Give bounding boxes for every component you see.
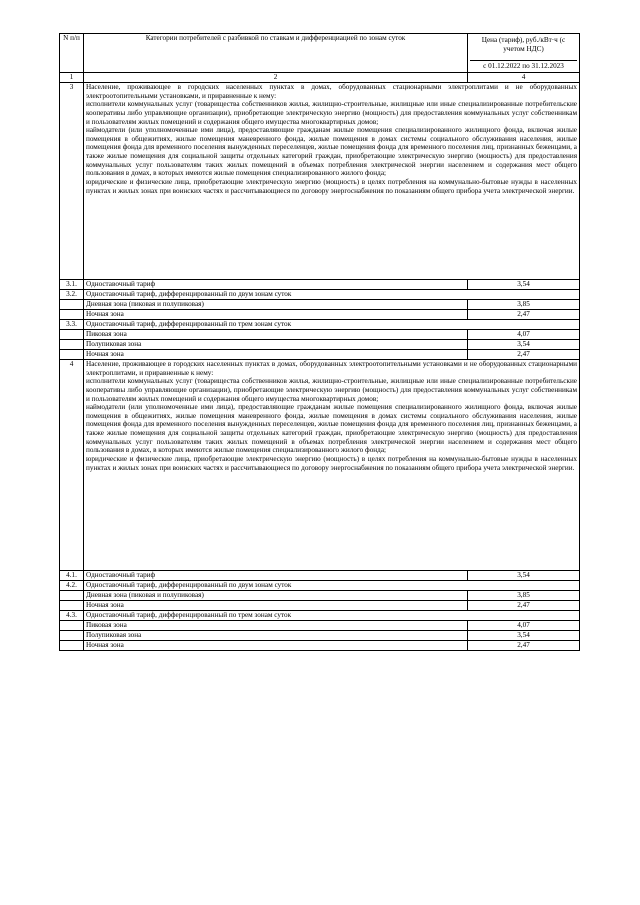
- row-value: 4,07: [468, 330, 580, 340]
- row-label: Одноставочный тариф, дифференцированный по трем зонам суток: [84, 611, 580, 621]
- description-paragraph: исполнители коммунальных услуг (товарищества собственников жилья, жилищно-строительные, жилищные или иные специализированные потребительские кооперативы либо управляющие организации), приобретающие электрическую энергию (мощность) для предоставления коммунальных услуг собственникам и пользователям жилых помещений и содержания общего имущества многоквартирных домов;: [86, 377, 577, 403]
- column-index-2: 2: [84, 73, 468, 83]
- row-label: Одноставочный тариф, дифференцированный по трем зонам суток: [84, 320, 580, 330]
- row-number: [60, 350, 84, 360]
- table-row: [60, 631, 580, 641]
- row-label: Ночная зона: [84, 310, 468, 320]
- description-paragraph: юридические и физические лица, приобретающие электрическую энергию (мощность) в целях потребления на коммунально-бытовые нужды в населенных пунктах и жилых зонах при воинских частях и рассчитывающиеся по договору энергоснабжения по показаниям общего прибора учета электрической энергии.: [86, 455, 577, 472]
- row-number: 3.2.: [60, 290, 84, 300]
- row-label: Пиковая зона: [84, 621, 468, 631]
- row-value: 3,54: [468, 631, 580, 641]
- row-number: [60, 310, 84, 320]
- row-label: Дневная зона (пиковая и полупиковая): [84, 591, 468, 601]
- row-number: 3.1.: [60, 280, 84, 290]
- row-value: 2,47: [468, 601, 580, 611]
- row-label: Полупиковая зона: [84, 631, 468, 641]
- section-number: 4: [60, 360, 84, 571]
- row-number: [60, 591, 84, 601]
- section-description: [84, 360, 580, 571]
- row-label: Полупиковая зона: [84, 340, 468, 350]
- price-header-period: с 01.12.2022 по 31.12.2023: [483, 62, 564, 70]
- column-index-row: [60, 73, 580, 83]
- price-header-title: Цена (тариф), руб./кВт·ч (с учетом НДС): [470, 34, 577, 61]
- table-row: [60, 320, 580, 330]
- row-label: Одноставочный тариф: [84, 571, 468, 581]
- description-paragraph: исполнители коммунальных услуг (товарищества собственников жилья, жилищно-строительные, жилищные или иные специализированные потребительские кооперативы либо управляющие организации), приобретающие электрическую энергию (мощность) для предоставления коммунальных услуг собственникам и пользователям жилых помещений и содержания общего имущества многоквартирных домов;: [86, 100, 577, 126]
- row-number: [60, 631, 84, 641]
- table-row: [60, 280, 580, 290]
- row-number: 3.3.: [60, 320, 84, 330]
- row-number: [60, 621, 84, 631]
- table-row: [60, 310, 580, 320]
- description-paragraph: юридические и физические лица, приобретающие электрическую энергию (мощность) в целях потребления на коммунально-бытовые нужды в населенных пунктах и жилых зонах при воинских частях и рассчитывающиеся по договору энергоснабжения по показаниям общего прибора учета электрической энергии.: [86, 178, 577, 195]
- table-row: [60, 611, 580, 621]
- section-number: 3: [60, 83, 84, 280]
- row-value: 3,85: [468, 300, 580, 310]
- description-paragraph: наймодатели (или уполномоченные ими лица), предоставляющие гражданам жилые помещения специализированного жилищного фонда, включая жилые помещения в общежитиях, жилые помещения маневренного фонда, жилые помещения в домах системы социального обслуживания населения, жилые помещения фонда для временного поселения вынужденных переселенцев, жилые помещения фонда для временного поселения лиц, признанных беженцами, а также жилые помещения для социальной защиты отдельных категорий граждан, приобретающие электрическую энергию (мощность) для предоставления коммунальных услуг пользователям таких жилых помещений в объемах потребления электрической энергии населением и содержания мест общего пользования в домах, в которых имеются жилые помещения специализированного жилого фонда;: [86, 126, 577, 178]
- column-index-4: 4: [468, 73, 580, 83]
- row-value: 3,54: [468, 280, 580, 290]
- section-row: [60, 360, 580, 571]
- row-number: 4.2.: [60, 581, 84, 591]
- table-row: [60, 290, 580, 300]
- row-value: 3,85: [468, 591, 580, 601]
- table-row: [60, 581, 580, 591]
- table-row: [60, 591, 580, 601]
- row-number: 4.3.: [60, 611, 84, 621]
- table-row: [60, 621, 580, 631]
- row-label: Пиковая зона: [84, 330, 468, 340]
- row-label: Одноставочный тариф, дифференцированный по двум зонам суток: [84, 290, 580, 300]
- row-label: Ночная зона: [84, 641, 468, 651]
- table-row: [60, 350, 580, 360]
- row-label: Ночная зона: [84, 601, 468, 611]
- description-paragraph: Население, проживающее в городских населенных пунктах в домах, оборудованных электроотопительными установками и не оборудованных стационарными электроплитами, и приравненные к нему:: [86, 360, 577, 377]
- section-description: [84, 83, 580, 280]
- row-label: Ночная зона: [84, 350, 468, 360]
- table-row: [60, 601, 580, 611]
- row-value: 2,47: [468, 350, 580, 360]
- row-number: 4.1.: [60, 571, 84, 581]
- table-row: [60, 330, 580, 340]
- table-row: [60, 340, 580, 350]
- column-index-1: 1: [60, 73, 84, 83]
- row-number: [60, 601, 84, 611]
- row-value: 3,54: [468, 340, 580, 350]
- row-number: [60, 340, 84, 350]
- row-number: [60, 330, 84, 340]
- row-label: Дневная зона (пиковая и полупиковая): [84, 300, 468, 310]
- table-row: [60, 641, 580, 651]
- column-header-price: [468, 34, 580, 73]
- row-value: 4,07: [468, 621, 580, 631]
- row-label: Одноставочный тариф: [84, 280, 468, 290]
- row-number: [60, 641, 84, 651]
- row-label: Одноставочный тариф, дифференцированный по двум зонам суток: [84, 581, 580, 591]
- row-value: 2,47: [468, 310, 580, 320]
- column-header-number: N п/п: [60, 34, 84, 73]
- row-value: 2,47: [468, 641, 580, 651]
- row-value: 3,54: [468, 571, 580, 581]
- row-number: [60, 300, 84, 310]
- description-paragraph: Население, проживающее в городских населенных пунктах в домах, оборудованных стационарными электроплитами и не оборудованных электроотопительными установками, и приравненные к нему:: [86, 83, 577, 100]
- table-row: [60, 571, 580, 581]
- column-header-category: Категории потребителей с разбивкой по ставкам и дифференциацией по зонам суток: [84, 34, 468, 73]
- table-row: [60, 300, 580, 310]
- tariff-table: [59, 33, 580, 651]
- description-paragraph: наймодатели (или уполномоченные ими лица), предоставляющие гражданам жилые помещения специализированного жилищного фонда, включая жилые помещения в общежитиях, жилые помещения маневренного фонда, жилые помещения в домах системы социального обслуживания населения, жилые помещения фонда для временного поселения вынужденных переселенцев, жилые помещения фонда для временного поселения лиц, признанных беженцами, а также жилые помещения для социальной защиты отдельных категорий граждан, приобретающие электрическую энергию (мощность) для предоставления коммунальных услуг пользователям таких жилых помещений в объемах потребления электрической энергии населением и содержания мест общего пользования в домах, в которых имеются жилые помещения специализированного жилого фонда;: [86, 403, 577, 455]
- section-row: [60, 83, 580, 280]
